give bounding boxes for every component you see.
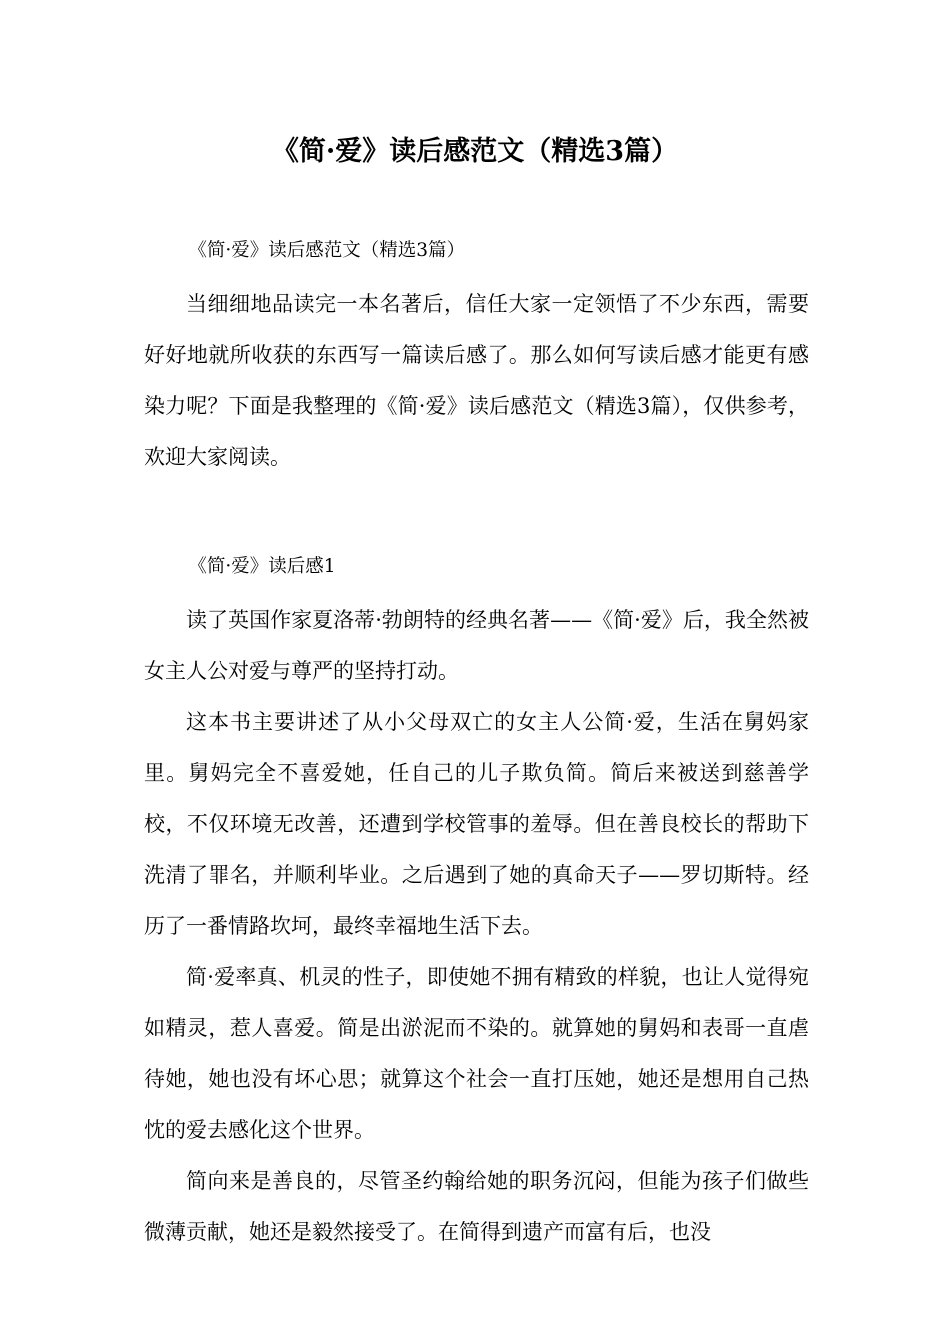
body-paragraph: 这本书主要讲述了从小父母双亡的女主人公简·爱，生活在舅妈家里。舅妈完全不喜爱她，任自己的儿子欺负简。简后来被送到慈善学校，不仅环境无改善，还遭到学校管事的羞辱。但在善良校长的帮助下洗清了罪名，并顺利毕业。之后遇到了她的真命天子——罗切斯特。经历了一番情路坎坷，最终幸福地生活下去。 [144, 710, 809, 938]
body-paragraph: 读了英国作家夏洛蒂·勃朗特的经典名著——《简·爱》后，我全然被女主人公对爱与尊严的坚持打动。 [144, 608, 809, 683]
intro-paragraph: 当细细地品读完一本名著后，信任大家一定领悟了不少东西，需要好好地就所收获的东西写一篇读后感了。那么如何写读后感才能更有感染力呢？下面是我整理的《简·爱》读后感范文（精选3篇），仅供参考，欢迎大家阅读。 [144, 292, 809, 469]
body-paragraph: 简·爱率真、机灵的性子，即使她不拥有精致的样貌，也让人觉得宛如精灵，惹人喜爱。简是出淤泥而不染的。就算她的舅妈和表哥一直虐待她，她也没有坏心思；就算这个社会一直打压她，她还是想用自己热忱的爱去感化这个世界。 [144, 965, 809, 1142]
body-paragraph: 简向来是善良的，尽管圣约翰给她的职务沉闷，但能为孩子们做些微薄贡献，她还是毅然接受了。在简得到遗产而富有后，也没 [144, 1169, 809, 1244]
document-subtitle: 《简·爱》读后感范文（精选3篇） [188, 240, 466, 261]
document-body [144, 233, 809, 1258]
section-heading: 《简·爱》读后感1 [188, 556, 336, 577]
document-title: 《简·爱》读后感范文（精选3篇） [271, 136, 679, 167]
